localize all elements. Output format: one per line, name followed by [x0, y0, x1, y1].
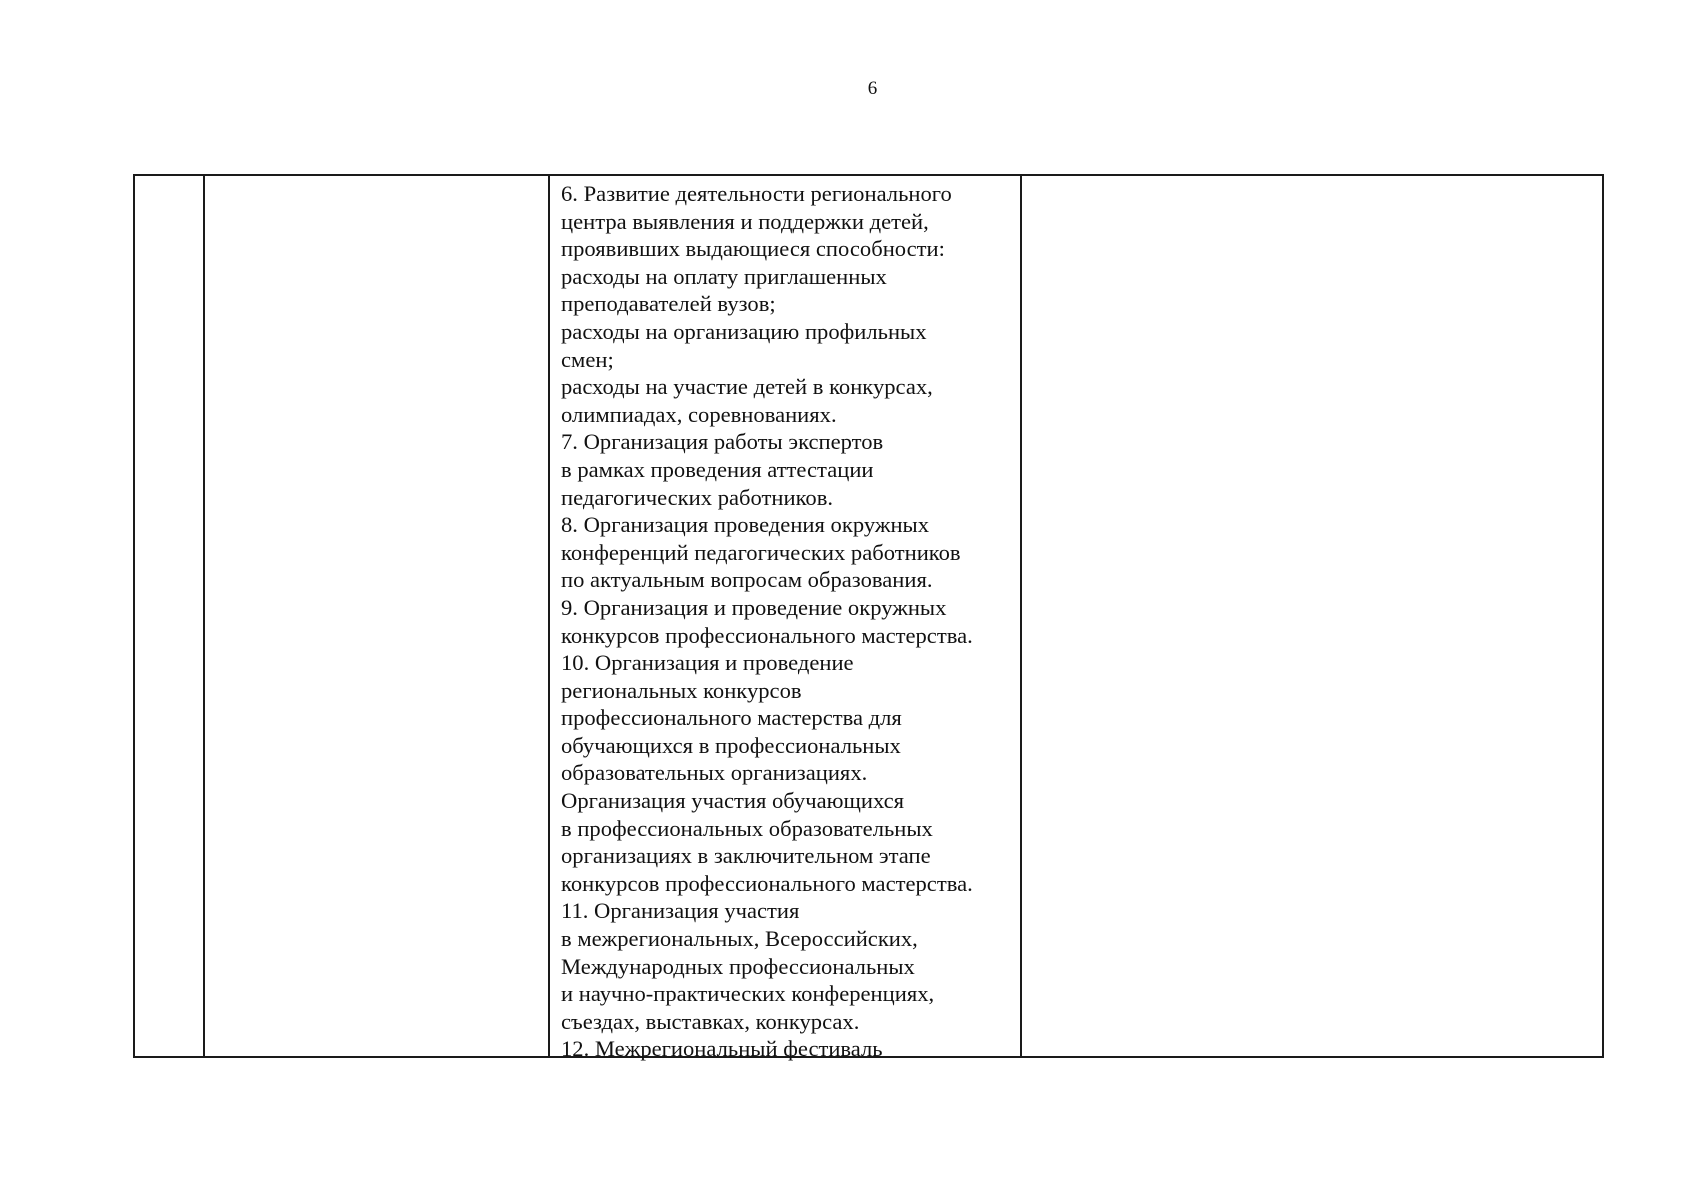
activity-line: региональных конкурсов: [561, 677, 802, 703]
activity-line: по актуальным вопросам образования.: [561, 567, 933, 593]
activity-line: расходы на участие детей в конкурсах,: [561, 374, 933, 400]
activity-line: 10. Организация и проведение: [561, 650, 854, 676]
activity-line: и научно-практических конференциях,: [561, 981, 935, 1007]
activity-line: расходы на организацию профильных: [561, 318, 927, 344]
activity-line: конференций педагогических работников: [561, 539, 961, 565]
activity-line: образовательных организациях.: [561, 760, 868, 786]
activity-line: олимпиадах, соревнованиях.: [561, 401, 837, 427]
activity-line: проявивших выдающиеся способности:: [561, 236, 945, 262]
activity-line: педагогических работников.: [561, 484, 834, 510]
table-cell-name: [205, 176, 550, 1056]
activity-line: организациях в заключительном этапе: [561, 843, 931, 869]
activity-line: 11. Организация участия: [561, 898, 800, 924]
activity-line: обучающихся в профессиональных: [561, 732, 901, 758]
document-table: [133, 174, 1604, 1062]
activity-line: 6. Развитие деятельности регионального: [561, 181, 952, 206]
activity-line: конкурсов профессионального мастерства.: [561, 622, 973, 648]
activity-text: [561, 180, 1020, 1063]
activity-line: 12. Межрегиональный фестиваль: [561, 1036, 883, 1062]
activity-line: съездах, выставках, конкурсах.: [561, 1008, 860, 1034]
activity-line: профессионального мастерства для: [561, 705, 902, 731]
table-cell-activities: [550, 176, 1022, 1062]
activity-line: расходы на оплату приглашенных: [561, 263, 887, 289]
page-number: 6: [867, 78, 878, 99]
activity-line: конкурсов профессионального мастерства.: [561, 870, 973, 896]
activity-line: преподавателей вузов;: [561, 291, 776, 317]
activity-line: смен;: [561, 346, 614, 372]
activity-line: Организация участия обучающихся: [561, 788, 905, 814]
table-cell-number: [135, 176, 205, 1056]
activity-line: 7. Организация работы экспертов: [561, 429, 884, 455]
table-cell-notes: [1022, 176, 1602, 1056]
activity-line: в межрегиональных, Всероссийских,: [561, 926, 918, 952]
activity-line: в рамках проведения аттестации: [561, 456, 874, 482]
activity-line: Международных профессиональных: [561, 953, 915, 979]
activity-line: 9. Организация и проведение окружных: [561, 594, 947, 620]
activity-line: 8. Организация проведения окружных: [561, 512, 930, 538]
activity-line: в профессиональных образовательных: [561, 815, 933, 841]
activity-line: центра выявления и поддержки детей,: [561, 208, 929, 234]
